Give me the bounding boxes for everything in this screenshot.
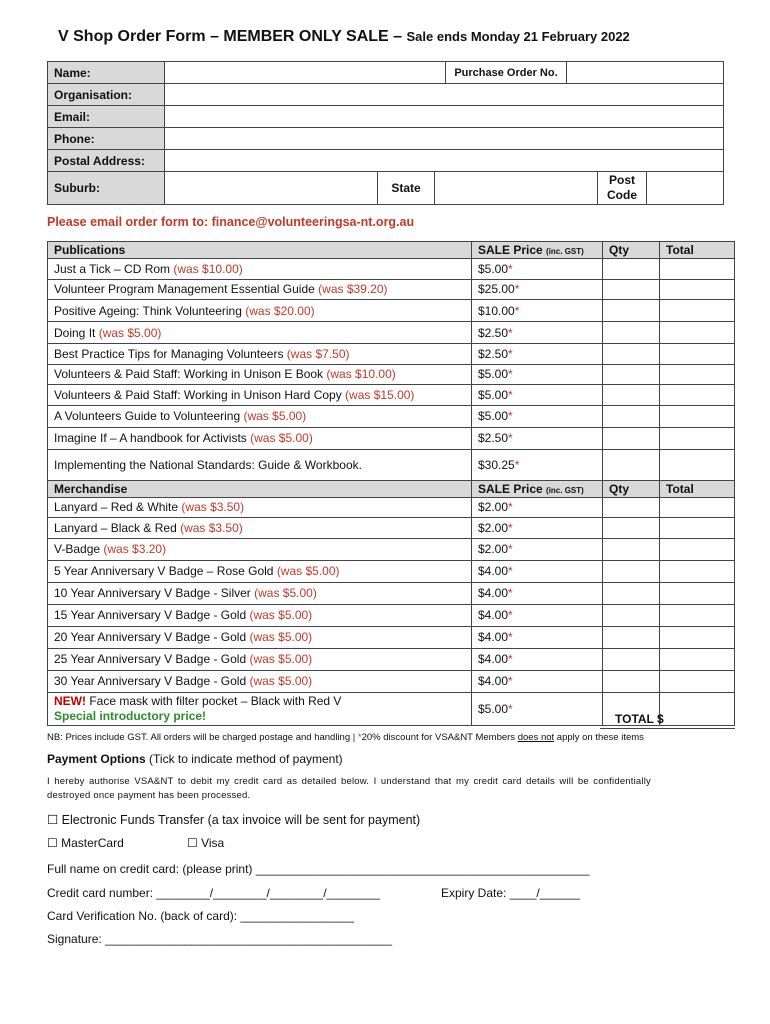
item-name: 10 Year Anniversary V Badge - Silver bbox=[54, 586, 255, 600]
table-row bbox=[48, 405, 735, 427]
postal-address-field[interactable] bbox=[165, 150, 724, 172]
sale-price-cell bbox=[472, 385, 603, 406]
table-row bbox=[48, 648, 735, 670]
qty-input[interactable] bbox=[603, 604, 660, 626]
discount-star: * bbox=[508, 409, 513, 423]
contact-details-table bbox=[47, 61, 724, 205]
name-field[interactable] bbox=[165, 62, 446, 84]
sale-price: $5.00 bbox=[478, 261, 509, 276]
total-cell[interactable] bbox=[660, 648, 735, 670]
eft-checkbox-option[interactable]: ☐ Electronic Funds Transfer (a tax invoice will be sent for payment) bbox=[47, 813, 421, 827]
discount-star: * bbox=[508, 431, 513, 445]
nb-after-text: apply on these items bbox=[554, 732, 644, 743]
item-name-cell bbox=[48, 604, 472, 626]
state-label: State bbox=[378, 172, 435, 204]
qty-header: Qty bbox=[603, 480, 660, 497]
phone-field[interactable] bbox=[165, 128, 724, 150]
nb-note bbox=[47, 732, 644, 743]
was-price: (was $5.00) bbox=[249, 608, 313, 622]
qty-input[interactable] bbox=[603, 405, 660, 427]
item-name: Positive Ageing: Think Volunteering bbox=[54, 303, 246, 318]
item-name: 25 Year Anniversary V Badge - Gold bbox=[54, 652, 250, 666]
total-underline bbox=[600, 728, 735, 729]
total-cell[interactable] bbox=[660, 344, 735, 365]
mastercard-checkbox-option[interactable]: ☐ MasterCard bbox=[47, 836, 124, 850]
item-name-cell bbox=[48, 497, 472, 518]
qty-input[interactable] bbox=[603, 385, 660, 406]
sale-price: $5.00 bbox=[478, 409, 509, 423]
qty-input[interactable] bbox=[603, 259, 660, 280]
total-cell[interactable] bbox=[660, 670, 735, 692]
qty-header: Qty bbox=[603, 242, 660, 259]
item-name-cell bbox=[48, 518, 472, 539]
sale-price: $2.50 bbox=[478, 325, 509, 340]
discount-star: * bbox=[508, 701, 513, 716]
item-name-cell bbox=[48, 427, 472, 449]
inc-gst-note: (inc. GST) bbox=[546, 247, 584, 256]
item-name: 5 Year Anniversary V Badge – Rose Gold bbox=[54, 564, 277, 578]
total-cell[interactable] bbox=[660, 692, 735, 725]
item-name-cell bbox=[48, 538, 472, 560]
sale-price: $4.00 bbox=[478, 630, 509, 644]
total-cell[interactable] bbox=[660, 497, 735, 518]
total-cell[interactable] bbox=[660, 449, 735, 480]
discount-star: * bbox=[508, 586, 513, 600]
was-price: (was $3.20) bbox=[103, 542, 167, 556]
total-header: Total bbox=[660, 480, 735, 497]
sale-price: $4.00 bbox=[478, 652, 509, 666]
was-price: (was $5.00) bbox=[249, 674, 313, 688]
phone-label: Phone: bbox=[48, 128, 165, 150]
item-name-cell bbox=[48, 582, 472, 604]
suburb-field[interactable] bbox=[165, 172, 378, 204]
sale-price: $2.50 bbox=[478, 346, 509, 361]
item-name-cell bbox=[48, 449, 472, 480]
sale-price: $4.00 bbox=[478, 608, 509, 622]
suburb-label: Suburb: bbox=[48, 172, 165, 205]
was-price: (was $5.00) bbox=[250, 431, 313, 445]
expiry-date-field[interactable]: Expiry Date: ____/______ bbox=[441, 886, 580, 900]
sale-price: $2.00 bbox=[478, 520, 509, 535]
item-name: 30 Year Anniversary V Badge - Gold bbox=[54, 674, 250, 688]
sale-price-cell bbox=[472, 449, 603, 480]
discount-star: * bbox=[508, 674, 513, 688]
total-cell[interactable] bbox=[660, 626, 735, 648]
qty-input[interactable] bbox=[603, 449, 660, 480]
table-row bbox=[48, 497, 735, 518]
table-row bbox=[48, 449, 735, 480]
qty-input[interactable] bbox=[603, 538, 660, 560]
sale-price-label: SALE Price bbox=[478, 481, 547, 496]
qty-input[interactable] bbox=[603, 518, 660, 539]
qty-input[interactable] bbox=[603, 560, 660, 582]
new-tag: NEW! bbox=[54, 693, 86, 708]
qty-input[interactable] bbox=[603, 300, 660, 322]
item-name-cell bbox=[48, 405, 472, 427]
table-row bbox=[48, 427, 735, 449]
item-name-cell bbox=[48, 692, 472, 725]
state-field[interactable] bbox=[435, 172, 598, 204]
signature-field[interactable]: Signature: ___________________________________________ bbox=[47, 932, 393, 946]
sale-price: $25.00 bbox=[478, 282, 515, 297]
was-price: (was $5.00) bbox=[98, 325, 162, 340]
order-items-table bbox=[47, 241, 735, 726]
total-cell[interactable] bbox=[660, 364, 735, 385]
merchandise-header: Merchandise bbox=[48, 480, 472, 497]
item-name-cell bbox=[48, 279, 472, 300]
was-price: (was $5.00) bbox=[243, 409, 307, 423]
item-name-cell bbox=[48, 322, 472, 344]
name-label: Name: bbox=[48, 62, 165, 84]
discount-star: * bbox=[508, 367, 513, 382]
nb-text: NB: Prices include GST. All orders will be charged postage and handling | bbox=[47, 732, 358, 743]
sale-price-cell bbox=[472, 259, 603, 280]
qty-input[interactable] bbox=[603, 497, 660, 518]
form-title: V Shop Order Form – MEMBER ONLY SALE – bbox=[58, 28, 403, 45]
table-row bbox=[48, 560, 735, 582]
table-row bbox=[48, 300, 735, 322]
publications-header-row bbox=[48, 242, 735, 259]
total-cell[interactable] bbox=[660, 385, 735, 406]
qty-input[interactable] bbox=[603, 427, 660, 449]
publications-header: Publications bbox=[48, 242, 472, 259]
sale-price-cell bbox=[472, 279, 603, 300]
sale-price-cell bbox=[472, 344, 603, 365]
total-cell[interactable] bbox=[660, 582, 735, 604]
authorisation-text: I hereby authorise VSA&NT to debit my credit card as detailed below. I understand that my credit card details will be confidentially destroyed once payment has been processed. bbox=[47, 776, 651, 801]
qty-input[interactable] bbox=[603, 582, 660, 604]
discount-star: * bbox=[508, 387, 513, 402]
table-row bbox=[48, 364, 735, 385]
was-price: (was $5.00) bbox=[254, 586, 317, 600]
table-row bbox=[48, 626, 735, 648]
total-cell[interactable] bbox=[660, 259, 735, 280]
sale-price: $5.00 bbox=[478, 387, 509, 402]
qty-input[interactable] bbox=[603, 364, 660, 385]
was-price: (was $39.20) bbox=[318, 282, 388, 297]
sale-price-cell bbox=[472, 604, 603, 626]
total-cell[interactable] bbox=[660, 300, 735, 322]
sale-price-cell bbox=[472, 648, 603, 670]
table-row bbox=[48, 322, 735, 344]
total-header: Total bbox=[660, 242, 735, 259]
postcode-field[interactable] bbox=[647, 172, 724, 204]
total-cell[interactable] bbox=[660, 538, 735, 560]
sale-price-cell bbox=[472, 405, 603, 427]
item-name-cell bbox=[48, 626, 472, 648]
visa-checkbox-option[interactable]: ☐ Visa bbox=[187, 836, 225, 850]
table-row bbox=[48, 518, 735, 539]
organisation-field[interactable] bbox=[165, 84, 724, 106]
sale-price: $2.50 bbox=[478, 431, 509, 445]
nb-discount-text: 20% discount for VSA&NT Members bbox=[361, 732, 518, 743]
was-price: (was $5.00) bbox=[249, 652, 313, 666]
sale-price-cell bbox=[472, 364, 603, 385]
table-row bbox=[48, 344, 735, 365]
sale-price-cell bbox=[472, 692, 603, 725]
sale-price-cell bbox=[472, 300, 603, 322]
item-name-cell bbox=[48, 259, 472, 280]
card-verification-field[interactable]: Card Verification No. (back of card): _________________ bbox=[47, 909, 354, 923]
item-name-cell bbox=[48, 344, 472, 365]
sale-price-cell bbox=[472, 538, 603, 560]
sale-price-cell bbox=[472, 518, 603, 539]
item-name: Face mask with filter pocket – Black with Red V bbox=[86, 693, 342, 708]
po-label: Purchase Order No. bbox=[446, 62, 567, 84]
payment-options-heading bbox=[47, 752, 343, 766]
merchandise-header-row bbox=[48, 480, 735, 497]
item-name: Just a Tick – CD Rom bbox=[54, 261, 174, 276]
sale-price-label: SALE Price bbox=[478, 243, 547, 257]
qty-input[interactable] bbox=[603, 344, 660, 365]
discount-star: * bbox=[514, 303, 520, 318]
total-cell[interactable] bbox=[660, 279, 735, 300]
card-number-field[interactable]: Credit card number: ________/________/________/________ bbox=[47, 886, 380, 900]
item-name-cell bbox=[48, 560, 472, 582]
discount-star: * bbox=[508, 520, 513, 535]
postcode-label: Post Code bbox=[598, 172, 647, 204]
total-cell[interactable] bbox=[660, 604, 735, 626]
item-name-cell bbox=[48, 385, 472, 406]
payment-options-title: Payment Options bbox=[47, 752, 146, 766]
item-name: Lanyard – Black & Red bbox=[54, 520, 181, 535]
was-price: (was $5.00) bbox=[249, 630, 313, 644]
total-label: TOTAL $ bbox=[615, 712, 664, 726]
item-name: Imagine If – A handbook for Activists bbox=[54, 431, 251, 445]
email-order-note: Please email order form to: finance@volunteeringsa-nt.org.au bbox=[47, 215, 415, 229]
qty-input[interactable] bbox=[603, 322, 660, 344]
sale-price-cell bbox=[472, 626, 603, 648]
discount-star: * bbox=[508, 630, 513, 644]
sale-price: $4.00 bbox=[478, 674, 509, 688]
table-row bbox=[48, 538, 735, 560]
was-price: (was $15.00) bbox=[345, 387, 415, 402]
total-cell[interactable] bbox=[660, 405, 735, 427]
postal-address-label: Postal Address: bbox=[48, 150, 165, 172]
qty-input[interactable] bbox=[603, 279, 660, 300]
total-cell[interactable] bbox=[660, 427, 735, 449]
item-name: Volunteer Program Management Essential Guide bbox=[54, 282, 319, 297]
table-row bbox=[48, 259, 735, 280]
total-cell[interactable] bbox=[660, 560, 735, 582]
qty-input[interactable] bbox=[603, 626, 660, 648]
table-row bbox=[48, 582, 735, 604]
table-row bbox=[48, 279, 735, 300]
item-name: 20 Year Anniversary V Badge - Gold bbox=[54, 630, 250, 644]
total-cell[interactable] bbox=[660, 518, 735, 539]
special-intro-price: Special introductory price! bbox=[54, 708, 207, 723]
item-name-cell bbox=[48, 364, 472, 385]
sale-price: $30.25 bbox=[478, 457, 515, 472]
item-name: Lanyard – Red & White bbox=[54, 500, 182, 515]
sale-price: $2.00 bbox=[478, 542, 509, 556]
sale-price: $5.00 bbox=[478, 701, 509, 716]
po-field[interactable] bbox=[567, 62, 724, 84]
discount-star: * bbox=[514, 282, 520, 297]
was-price: (was $10.00) bbox=[326, 367, 396, 382]
discount-star: * bbox=[508, 325, 513, 340]
qty-input[interactable] bbox=[603, 670, 660, 692]
discount-star: * bbox=[508, 346, 513, 361]
table-row bbox=[48, 385, 735, 406]
discount-star: * bbox=[508, 608, 513, 622]
was-price: (was $5.00) bbox=[276, 564, 340, 578]
sale-price-cell bbox=[472, 322, 603, 344]
sale-price-cell bbox=[472, 560, 603, 582]
sale-price: $4.00 bbox=[478, 564, 509, 578]
sale-price-cell bbox=[472, 582, 603, 604]
email-label: Email: bbox=[48, 106, 165, 128]
item-name: Doing It bbox=[54, 325, 99, 340]
item-name: 15 Year Anniversary V Badge - Gold bbox=[54, 608, 250, 622]
was-price: (was $10.00) bbox=[173, 261, 243, 276]
discount-star: * bbox=[508, 542, 513, 556]
item-name: A Volunteers Guide to Volunteering bbox=[54, 409, 244, 423]
discount-star: * bbox=[514, 457, 520, 472]
sale-price: $2.00 bbox=[478, 500, 509, 515]
was-price: (was $3.50) bbox=[180, 520, 243, 535]
page-title bbox=[58, 28, 630, 46]
nb-underlined: does not bbox=[517, 732, 555, 743]
sale-price-header bbox=[472, 480, 603, 497]
sale-price: $5.00 bbox=[478, 367, 509, 382]
card-name-field[interactable]: Full name on credit card: (please print) __________________________________________________ bbox=[47, 862, 590, 876]
item-name-cell bbox=[48, 670, 472, 692]
sale-price: $10.00 bbox=[478, 303, 515, 318]
was-price: (was $3.50) bbox=[181, 500, 245, 515]
item-name-cell bbox=[48, 648, 472, 670]
was-price: (was $7.50) bbox=[286, 346, 350, 361]
sale-price: $4.00 bbox=[478, 586, 509, 600]
item-name: Implementing the National Standards: Guide & Workbook. bbox=[54, 457, 362, 472]
item-name: Volunteers & Paid Staff: Working in Unison E Book bbox=[54, 367, 327, 382]
nb-star: * bbox=[357, 732, 362, 743]
organisation-label: Organisation: bbox=[48, 84, 165, 106]
table-row bbox=[48, 604, 735, 626]
sale-price-cell bbox=[472, 427, 603, 449]
discount-star: * bbox=[508, 564, 513, 578]
sale-price-header bbox=[472, 242, 603, 259]
discount-star: * bbox=[508, 652, 513, 666]
table-row bbox=[48, 670, 735, 692]
sale-ends: Sale ends Monday 21 February 2022 bbox=[406, 29, 630, 44]
qty-input[interactable] bbox=[603, 648, 660, 670]
discount-star: * bbox=[508, 500, 513, 515]
sale-price-cell bbox=[472, 670, 603, 692]
item-name: Volunteers & Paid Staff: Working in Unison Hard Copy bbox=[54, 387, 346, 402]
discount-star: * bbox=[508, 261, 513, 276]
was-price: (was $20.00) bbox=[245, 303, 315, 318]
email-field[interactable] bbox=[165, 106, 724, 128]
total-cell[interactable] bbox=[660, 322, 735, 344]
item-name: Best Practice Tips for Managing Volunteers bbox=[54, 346, 287, 361]
item-name-cell bbox=[48, 300, 472, 322]
item-name: V-Badge bbox=[54, 542, 104, 556]
inc-gst-note: (inc. GST) bbox=[546, 485, 584, 495]
payment-options-note: (Tick to indicate method of payment) bbox=[145, 752, 343, 766]
sale-price-cell bbox=[472, 497, 603, 518]
